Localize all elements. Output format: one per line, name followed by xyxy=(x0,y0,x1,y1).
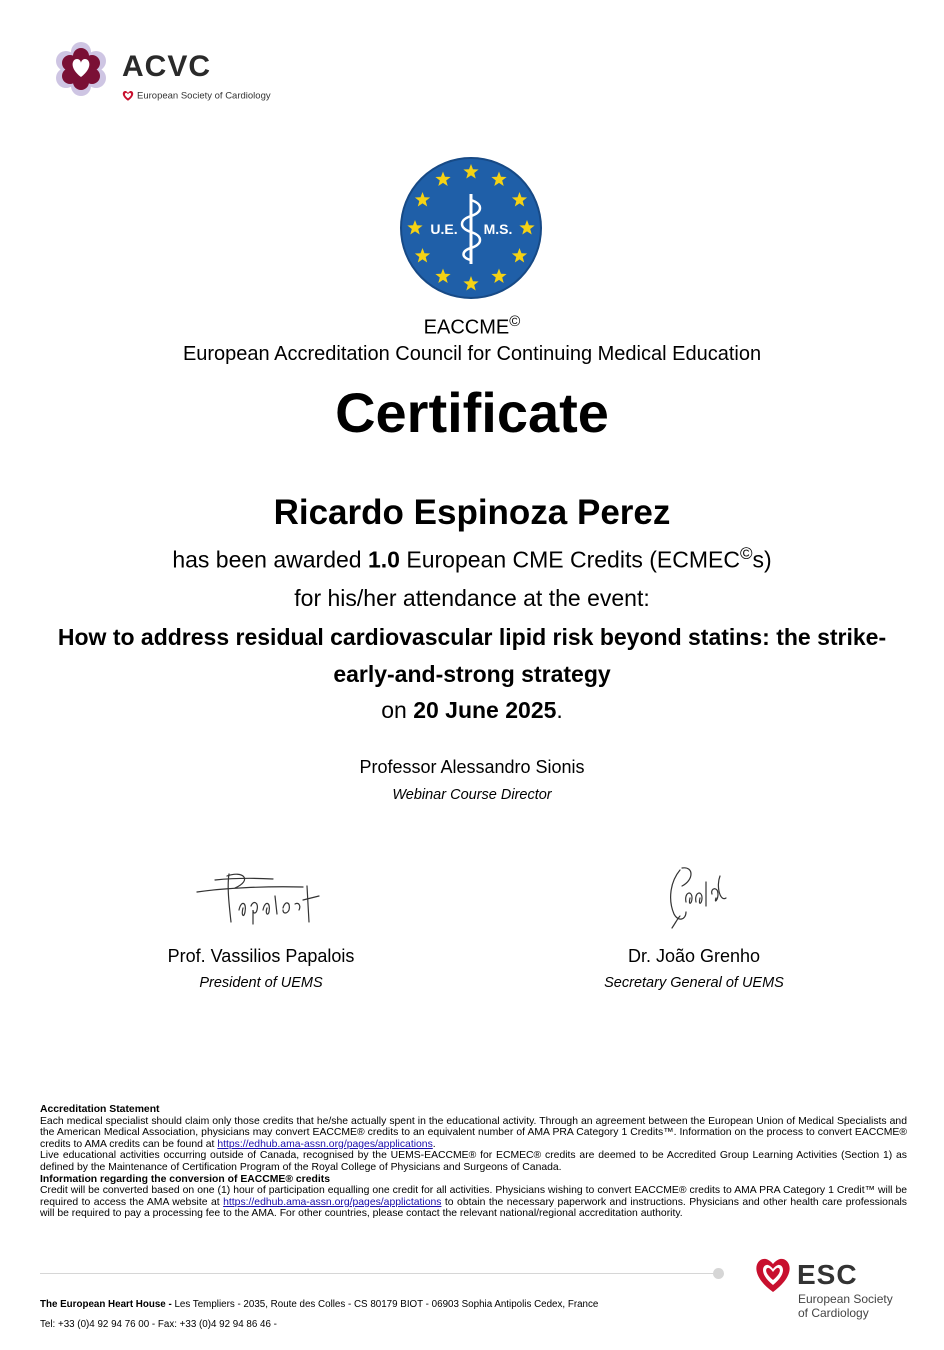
esc-wordmark: ESC xyxy=(797,1259,858,1290)
date-suffix: . xyxy=(556,697,563,723)
signatory-name-grenho: Dr. João Grenho xyxy=(627,946,761,966)
event-title: How to address residual cardiovascular lipid risk beyond statins: the strike-early-and-strong strategy xyxy=(57,624,887,687)
esc-subtitle-line-2: of Cardiology xyxy=(798,1306,869,1320)
signatory-name-papalois: Prof. Vassilios Papalois xyxy=(167,946,355,966)
footer-address xyxy=(40,1299,598,1310)
acvc-subtitle-text: European Society of Cardiology xyxy=(137,90,271,102)
papalois-signature xyxy=(195,866,325,930)
ama-website-link[interactable]: https://edhub.ama-assn.org/pages/applictations xyxy=(223,1196,442,1208)
award-symbol: © xyxy=(739,544,753,563)
accreditation-paragraph-1 xyxy=(40,1116,907,1151)
course-director-name: Professor Alessandro Sionis xyxy=(359,757,585,777)
date-prefix: on xyxy=(381,697,414,723)
acvc-logo xyxy=(52,40,282,110)
acvc-subtitle xyxy=(122,90,271,102)
accreditation-text-1-end: . xyxy=(432,1138,436,1150)
accreditation-text-3: Credit will be converted based on one (1) hour of participation equalling one credit for all activities. Physicians wishing to convert EACCME® credits to AMA PRA Category 1 Credit™ will be required to access the AMA website at xyxy=(40,1185,907,1208)
seal-text-left: U.E. xyxy=(430,221,458,237)
accreditation-statement xyxy=(40,1104,907,1220)
org-short-name xyxy=(0,313,944,340)
uems-seal-icon xyxy=(399,156,543,300)
footer-divider xyxy=(40,1273,715,1274)
org-short-text: EACCME xyxy=(423,316,510,339)
accreditation-paragraph-3 xyxy=(40,1185,907,1220)
ama-applications-link[interactable]: https://edhub.ama-assn.org/pages/applications xyxy=(217,1138,433,1150)
award-prefix: has been awarded xyxy=(172,546,368,573)
recipient-name: Ricardo Espinoza Perez xyxy=(273,493,671,532)
acvc-heart-flower-icon xyxy=(52,40,110,98)
course-director-role: Webinar Course Director xyxy=(392,787,552,803)
event-date: 20 June 2025 xyxy=(413,697,557,723)
address-text: Les Templiers - 2035, Route des Colles - CS 80179 BIOT - 06903 Sophia Antipolis Cedex, France xyxy=(174,1299,599,1310)
copyright-symbol: © xyxy=(509,313,521,330)
award-line xyxy=(0,544,944,574)
attendance-line: for his/her attendance at the event: xyxy=(294,585,650,611)
credits-value: 1.0 xyxy=(367,546,400,573)
grenho-signature xyxy=(660,862,732,934)
esc-heart-icon xyxy=(122,90,134,102)
award-mid: European CME Credits (ECMEC xyxy=(399,546,740,573)
signatory-role-grenho: Secretary General of UEMS xyxy=(604,975,784,991)
seal-text-right: M.S. xyxy=(483,221,513,237)
footer-divider-dot xyxy=(713,1268,724,1279)
org-long-name: European Accreditation Council for Continuing Medical Education xyxy=(182,343,762,365)
event-date-line xyxy=(0,697,944,724)
certificate-title: Certificate xyxy=(335,381,609,444)
award-suffix: s) xyxy=(752,546,772,573)
footer-phone: Tel: +33 (0)4 92 94 76 00 - Fax: +33 (0)4 92 94 86 46 - xyxy=(40,1319,277,1330)
esc-logo xyxy=(753,1255,913,1325)
accreditation-paragraph-2: Live educational activities occurring outside of Canada, recognised by the UEMS-EACCME® for ECMEC® credits are deemed to be Accredited Group Learning Activities (Section 1) as defined by the Maintenance of Certification Program of the Royal College of Physicians and Surgeons of Canada. xyxy=(40,1150,907,1173)
address-label: The European Heart House - xyxy=(40,1299,175,1310)
conversion-heading: Information regarding the conversion of EACCME® credits xyxy=(40,1173,330,1185)
acvc-wordmark: ACVC xyxy=(122,50,212,83)
accreditation-text-1: Each medical specialist should claim only those credits that he/she actually spent in the educational activity. Through an agreement between the European Union of Medical Specialists and the American Medical Association, physicians may convert EACCME® credits to an equivalent number of AMA PRA Category 1 Credits™. Information on the process to convert EACCME® credits to AMA credits can be found at xyxy=(40,1115,907,1150)
signatory-role-papalois: President of UEMS xyxy=(199,975,323,991)
esc-subtitle-line-1: European Society xyxy=(798,1292,893,1306)
esc-heart-icon xyxy=(753,1255,793,1295)
accreditation-text-3-end: to obtain the necessary paperwork and instructions. Physicians and other health care professionals will be required to pay a processing fee to the AMA. For other countries, please contact the relevant national/regional accreditation authority. xyxy=(40,1196,908,1220)
accreditation-heading: Accreditation Statement xyxy=(40,1104,160,1115)
